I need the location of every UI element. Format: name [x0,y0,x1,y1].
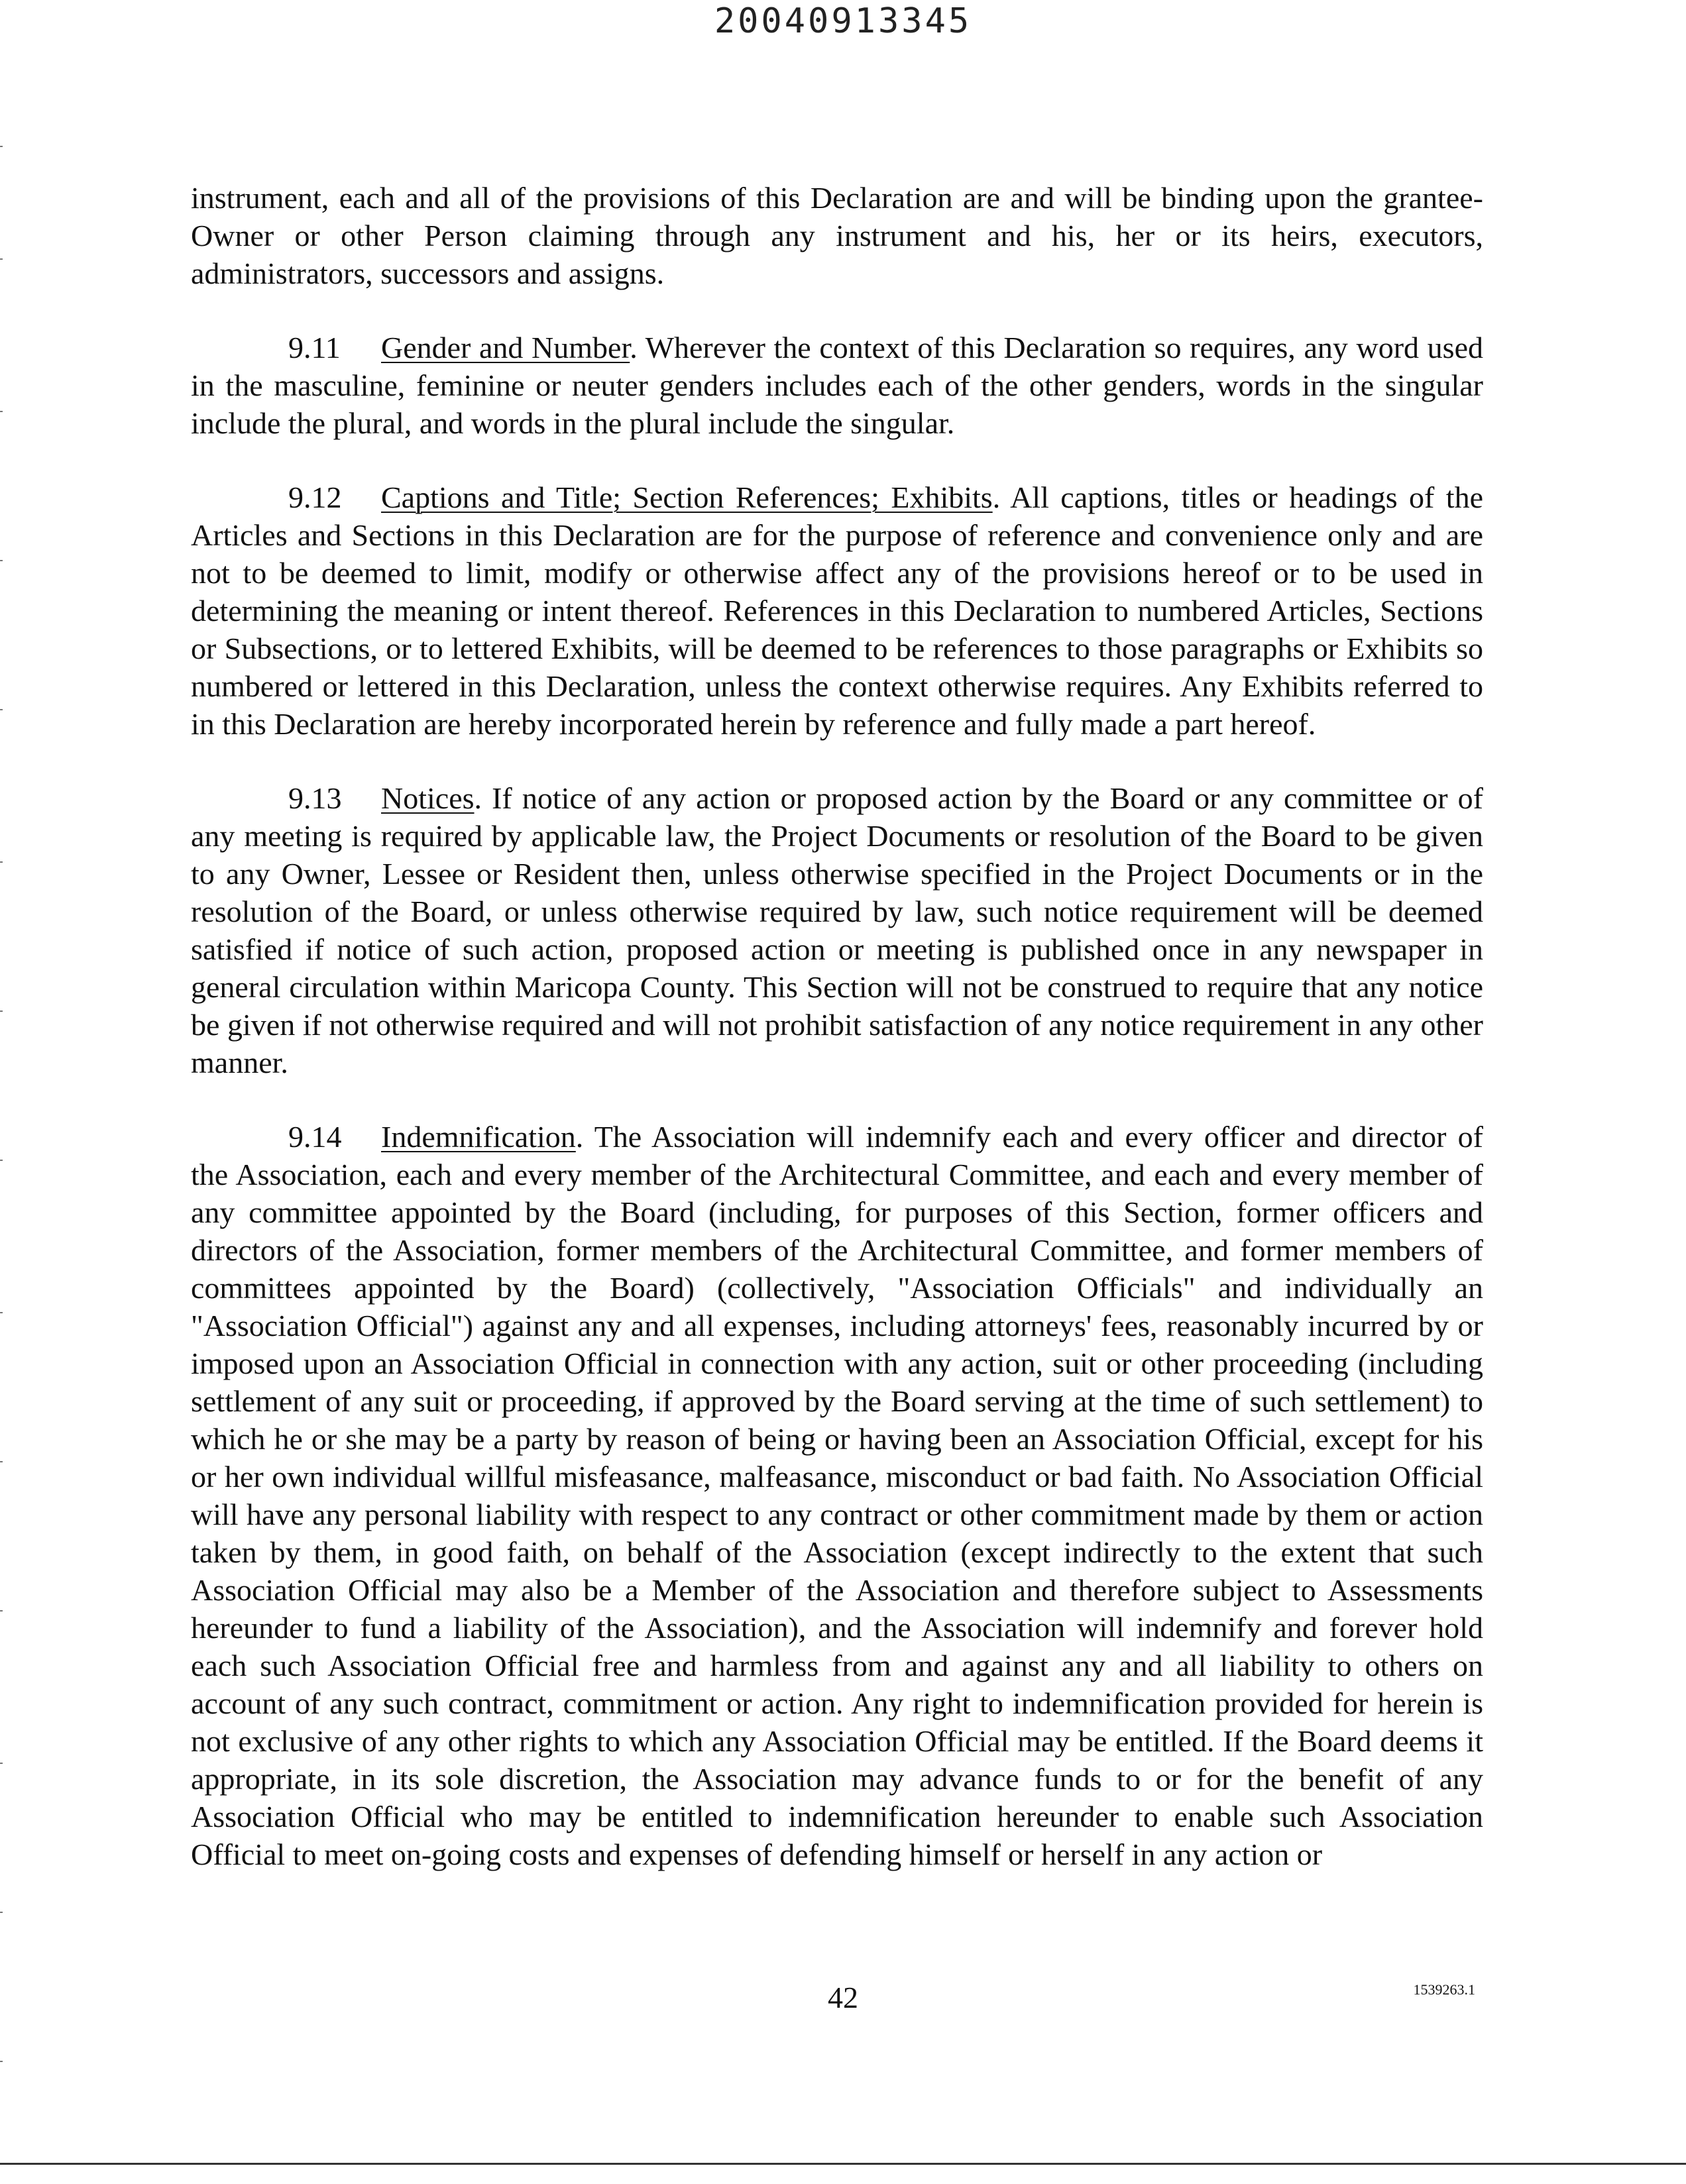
document-body [191,179,1483,1910]
heading-period: . [992,480,1011,514]
section-heading: Notices [381,781,475,815]
scan-edge-mark [0,1312,3,1313]
scan-edge-mark [0,709,3,710]
scan-edge-mark [0,1610,3,1611]
section-text: All captions, titles or headings of the Articles and Sections in this Declaration are for the purpose of reference and convenience only and are not to be deemed to limit, modify or otherwise affect any of the provisions hereof or to be used in determining the meaning or intent thereof. References in this Declaration to numbered Articles, Sections or Subsections, or to lettered Exhibits, will be deemed to be references to those paragraphs or Exhibits so numbered or lettered in this Declaration, unless the context otherwise requires. Any Exhibits referred to in this Declaration are hereby incorporated herein by reference and fully made a part hereof. [191,480,1483,741]
heading-period: . [575,1120,594,1154]
section-heading: Captions and Title; Section References; Exhibits [381,480,993,514]
scan-edge-mark [0,1160,3,1161]
section-9-13 [191,779,1483,1081]
section-heading: Gender and Number [381,331,630,364]
scan-edge-mark [0,2061,3,2062]
scan-edge-mark [0,1010,3,1012]
continuation-paragraph: instrument, each and all of the provisions of this Declaration are and will be binding upon the grantee-Owner or other Person claiming through any instrument and his, her or its heirs, executors, administrators, successors and assigns. [191,181,1483,290]
section-9-12 [191,478,1483,743]
section-number: 9.11 [288,331,341,364]
scan-edge-mark [0,146,3,147]
heading-period: . [630,331,646,364]
scan-edge-mark [0,1763,3,1764]
section-text: If notice of any action or proposed action by the Board or any committee or of any meeting is required by applicable law, the Project Documents or resolution of the Board to be given to any Owner, Lessee or Resident then, unless otherwise specified in the Project Documents or in the resolution of the Board, or unless otherwise required by law, such notice requirement will be deemed satisfied if notice of such action, proposed action or meeting is published once in any newspaper in general circulation within Maricopa County. This Section will not be construed to require that any notice be given if not otherwise required and will not prohibit satisfaction of any notice requirement in any other manner. [191,781,1484,1079]
section-number: 9.14 [288,1120,342,1154]
scan-edge-mark [0,1912,3,1913]
recording-number: 20040913345 [714,1,972,41]
scan-bottom-rule [0,2163,1686,2165]
scan-edge-mark [0,411,3,412]
scan-edge-mark [0,560,3,561]
section-heading: Indemnification [381,1120,576,1154]
section-9-11 [191,329,1483,442]
document-id: 1539263.1 [1413,1981,1475,1998]
scan-edge-mark [0,1461,3,1462]
section-text: Wherever the context of this Declaration so requires, any word used in the masculine, feminine or neuter genders includes each of the other genders, words in the singular include the plural, and words in the plural include the singular. [191,331,1483,440]
scan-edge-mark [0,861,3,863]
section-9-14 [191,1118,1483,1873]
page-number: 42 [828,1981,858,2014]
heading-period: . [474,781,492,815]
section-number: 9.13 [288,781,342,815]
section-text: The Association will indemnify each and every officer and director of the Association, each and every member of the Architectural Committee, and each and every member of any committee appointed by the Board (including, for purposes of this Section, former officers and directors of the Association, former members of the Architectural Committee, and former members of committees appointed by the Board) (collectively, "Association Officials" and individually an "Association Official") against any and all expenses, including attorneys' fees, reasonably incurred by or imposed upon an Association Official in connection with any action, suit or other proceeding (including settlement of any suit or proceeding, if approved by the Board serving at the time of such settlement) to which he or she may be a party by reason of being or having been an Association Official, except for his or her own individual willful misfeasance, malfeasance, misconduct or bad faith. No Association Official will have any personal liability with respect to any contract or other commitment made by them or action taken by them, in good faith, on behalf of the Association (except indirectly to the extent that such Association Official may also be a Member of the Association and therefore subject to Assessments hereunder to fund a liability of the Association), and the Association will indemnify and forever hold each such Association Official free and harmless from and against any and all liability to others on account of any such contract, commitment or action. Any right to indemnification provided for herein is not exclusive of any other rights to which any Association Official may be entitled. If the Board deems it appropriate, in its sole discretion, the Association may advance funds to or for the benefit of any Association Official who may be entitled to indemnification hereunder to enable such Association Official to meet on-going costs and expenses of defending himself or herself in any action or [191,1120,1483,1871]
section-number: 9.12 [288,480,342,514]
scan-edge-mark [0,258,3,260]
